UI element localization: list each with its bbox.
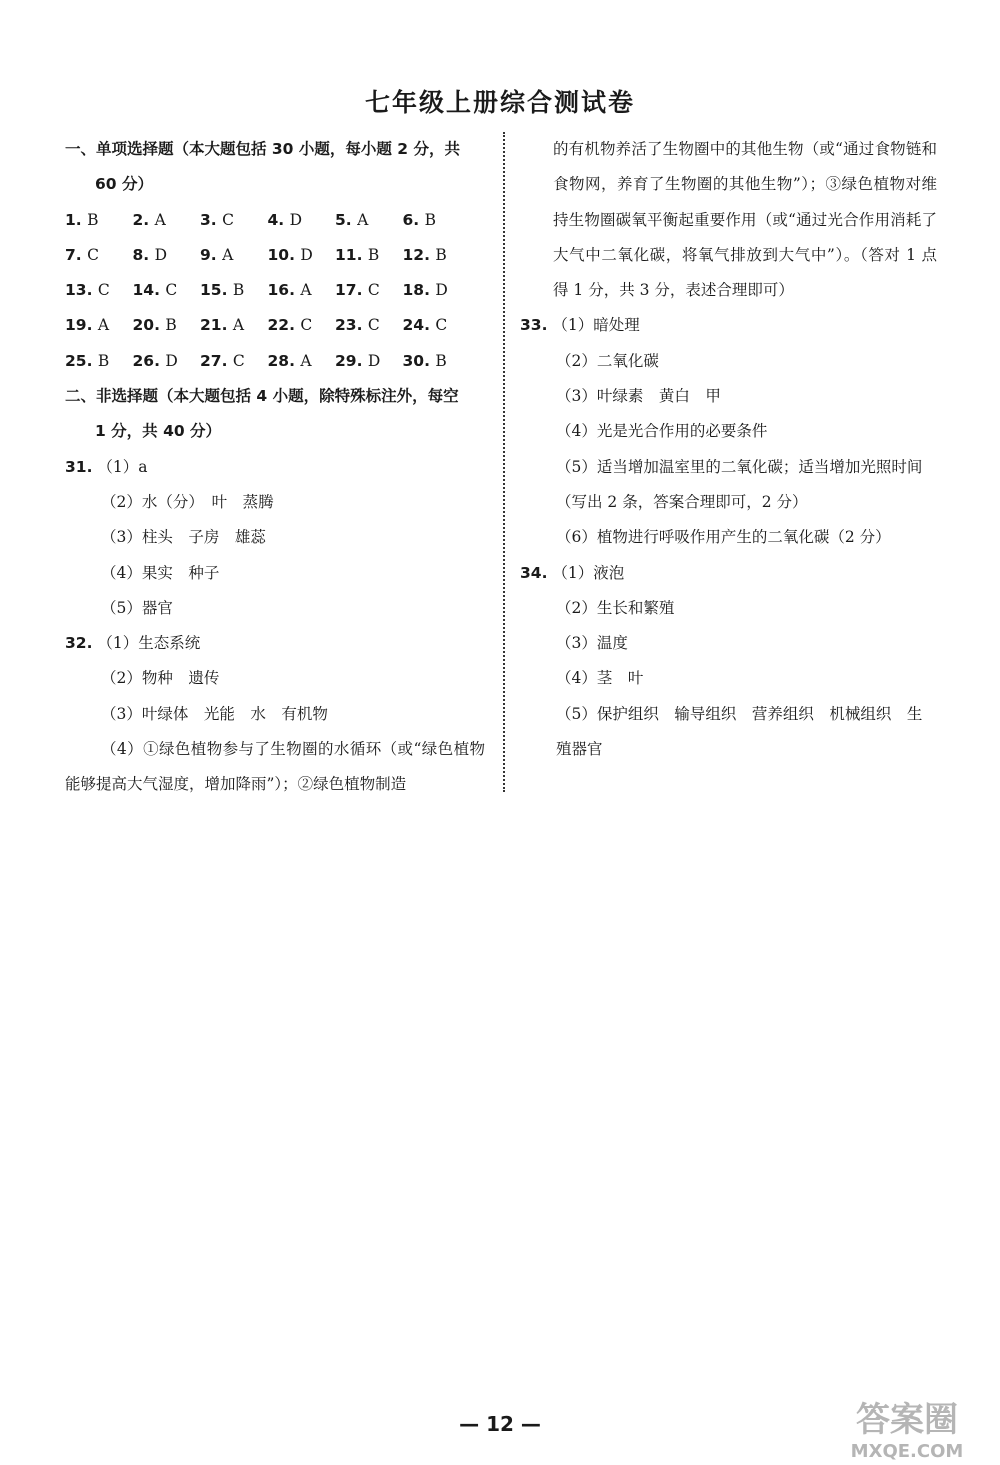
question-number: 26.: [132, 351, 166, 370]
question-number: 18.: [402, 281, 436, 300]
answer-letter: D: [367, 351, 381, 370]
answer-letter: D: [289, 210, 303, 229]
q33-part-6: （6）植物进行呼吸作用产生的二氧化碳（2 分）: [556, 528, 891, 547]
answer-letter: B: [435, 351, 447, 370]
answer-cell: [403, 203, 471, 238]
question-number: 19.: [65, 316, 98, 335]
answer-cell: [403, 344, 471, 379]
q34-part-1: （1）液泡: [552, 563, 625, 582]
question-number: 11.: [335, 245, 368, 264]
answer-cell: [133, 308, 201, 343]
answer-cell: [335, 203, 403, 238]
q34-part-2: （2）生长和繁殖: [556, 598, 675, 617]
answer-letter: C: [87, 245, 99, 264]
question-number: 8.: [132, 245, 155, 264]
answer-cell: [335, 308, 403, 343]
answer-row: [65, 203, 490, 238]
q33-part-5: （5）适当增加温室里的二氧化碳；适当增加光照时间: [556, 457, 923, 476]
q31-part-1: （1）a: [97, 457, 148, 476]
answer-letter: A: [300, 351, 312, 370]
q34-part-5: （5）保护组织 输导组织 营养组织 机械组织 生: [556, 704, 923, 723]
answer-letter: A: [300, 281, 312, 300]
answer-cell: [200, 344, 268, 379]
answer-cell: [268, 308, 336, 343]
question-number: 1.: [65, 210, 88, 229]
question-number: 9.: [200, 245, 223, 264]
question-number: 15.: [200, 281, 233, 300]
q32-number: 32.: [65, 634, 93, 653]
q32-part-4-continued: 的有机物养活了生物圈中的其他生物（或“通过食物链和食物网，养育了生物圈的其他生物”）；③绿色植物对维持生物圈碳氧平衡起重要作用（或“通过光合作用消耗了大气中二氧化碳，将氧气排放到大气中”）。（答对 1 点得 1 分，共 3 分，表述合理即可）: [553, 140, 937, 300]
answer-letter: C: [222, 210, 234, 229]
answer-row: [65, 273, 490, 308]
answer-cell: [403, 273, 471, 308]
answer-cell: [335, 273, 403, 308]
q33-answer-1: [520, 308, 940, 343]
q31-number: 31.: [65, 457, 93, 476]
q33-part-5-cont: （写出 2 条，答案合理即可，2 分）: [556, 492, 808, 511]
page-number: — 12 —: [459, 1412, 541, 1436]
answer-cell: [200, 308, 268, 343]
answer-cell: [133, 238, 201, 273]
answer-cell: [133, 344, 201, 379]
multiple-choice-answers: [65, 203, 490, 379]
question-number: 27.: [200, 351, 233, 370]
answer-cell: [403, 308, 471, 343]
answer-row: [65, 308, 490, 343]
answer-cell: [65, 203, 133, 238]
q31-part-5: （5）器官: [101, 598, 173, 617]
answer-cell: [65, 238, 133, 273]
column-divider: [503, 132, 505, 792]
answer-letter: A: [357, 210, 369, 229]
watermark-logo: [822, 1395, 992, 1461]
answer-cell: [268, 273, 336, 308]
answer-letter: C: [232, 351, 245, 370]
answer-cell: [200, 238, 268, 273]
answer-letter: D: [154, 245, 168, 264]
question-number: 7.: [65, 245, 88, 264]
answer-cell: [268, 344, 336, 379]
answer-cell: [268, 203, 336, 238]
q34-part-5-cont: 殖器官: [556, 740, 603, 759]
q33-part-2: （2）二氧化碳: [556, 351, 659, 370]
question-number: 20.: [132, 316, 166, 335]
answer-cell: [200, 273, 268, 308]
answer-letter: A: [222, 245, 234, 264]
question-number: 13.: [65, 281, 98, 300]
q32-part-3: （3）叶绿体 光能 水 有机物: [101, 704, 328, 723]
answer-cell: [65, 273, 133, 308]
answer-letter: C: [97, 281, 110, 300]
answer-letter: C: [367, 316, 380, 335]
page-title: 七年级上册综合测试卷: [364, 88, 635, 117]
answer-letter: B: [97, 351, 110, 370]
q33-number: 33.: [520, 316, 548, 335]
answer-letter: B: [165, 316, 177, 335]
question-number: 17.: [335, 281, 368, 300]
answer-letter: A: [97, 316, 110, 335]
answer-cell: [335, 238, 403, 273]
q31-answer-1: [65, 450, 490, 485]
answer-letter: C: [435, 316, 448, 335]
answer-row: [65, 238, 490, 273]
section2-heading: 二、非选择题（本大题包括 4 小题，除特殊标注外，每空: [65, 387, 459, 406]
q31-part-2: （2）水（分） 叶 蒸腾: [101, 492, 274, 511]
question-number: 23.: [335, 316, 368, 335]
question-number: 16.: [267, 281, 301, 300]
question-number: 21.: [200, 316, 233, 335]
q32-part-4: （4）①绿色植物参与了生物圈的水循环（或“绿色植物能够提高大气湿度，增加降雨”）；②绿色植物制造: [65, 740, 485, 794]
answer-letter: B: [367, 245, 380, 264]
answer-cell: [200, 203, 268, 238]
q34-answer-1: [520, 556, 940, 591]
section1-heading-cont: 60 分）: [95, 175, 153, 194]
watermark-url: MXQE.COM: [850, 1441, 964, 1461]
section1-heading: 一、单项选择题（本大题包括 30 小题，每小题 2 分，共: [65, 140, 460, 158]
answer-letter: C: [300, 316, 313, 335]
answer-cell: [133, 273, 201, 308]
q33-part-1: （1）暗处理: [552, 316, 640, 335]
watermark-title: 答案圈: [856, 1400, 958, 1440]
answer-letter: A: [232, 316, 245, 335]
answer-letter: B: [424, 210, 436, 229]
question-number: 25.: [65, 351, 98, 370]
question-number: 24.: [402, 316, 436, 335]
answer-letter: B: [435, 245, 447, 264]
answer-letter: D: [165, 351, 178, 370]
answer-cell: [335, 344, 403, 379]
question-number: 22.: [267, 316, 301, 335]
question-number: 2.: [132, 210, 155, 229]
q34-part-4: （4）茎 叶: [556, 669, 644, 688]
question-number: 4.: [267, 210, 290, 229]
answer-letter: C: [367, 281, 380, 300]
answer-cell: [65, 344, 133, 379]
question-number: 28.: [267, 351, 301, 370]
section2-heading-cont: 1 分，共 40 分）: [95, 422, 222, 441]
q33-part-3: （3）叶绿素 黄白 甲: [556, 387, 721, 406]
answer-letter: B: [87, 210, 99, 229]
answer-cell: [403, 238, 471, 273]
question-number: 6.: [402, 210, 425, 229]
answer-cell: [133, 203, 201, 238]
answer-row: [65, 344, 490, 379]
q32-answer-1: [65, 626, 490, 661]
q31-part-4: （4）果实 种子: [101, 563, 220, 582]
q31-part-3: （3）柱头 子房 雄蕊: [101, 528, 266, 547]
answer-letter: B: [232, 281, 245, 300]
question-number: 14.: [132, 281, 166, 300]
question-number: 29.: [335, 351, 368, 370]
q33-part-4: （4）光是光合作用的必要条件: [556, 422, 768, 441]
question-number: 10.: [267, 245, 301, 264]
q34-number: 34.: [520, 563, 548, 582]
q32-part-2: （2）物种 遗传: [101, 669, 220, 688]
answer-cell: [268, 238, 336, 273]
q34-part-3: （3）温度: [556, 634, 628, 653]
left-column: [65, 132, 490, 803]
q32-part-1: （1）生态系统: [97, 634, 201, 653]
answer-letter: D: [435, 281, 448, 300]
answer-letter: A: [154, 210, 166, 229]
answer-cell: [65, 308, 133, 343]
question-number: 30.: [402, 351, 436, 370]
question-number: 3.: [200, 210, 223, 229]
question-number: 5.: [335, 210, 358, 229]
question-number: 12.: [402, 245, 436, 264]
right-column: [520, 132, 940, 767]
answer-letter: C: [165, 281, 178, 300]
answer-letter: D: [300, 245, 313, 264]
